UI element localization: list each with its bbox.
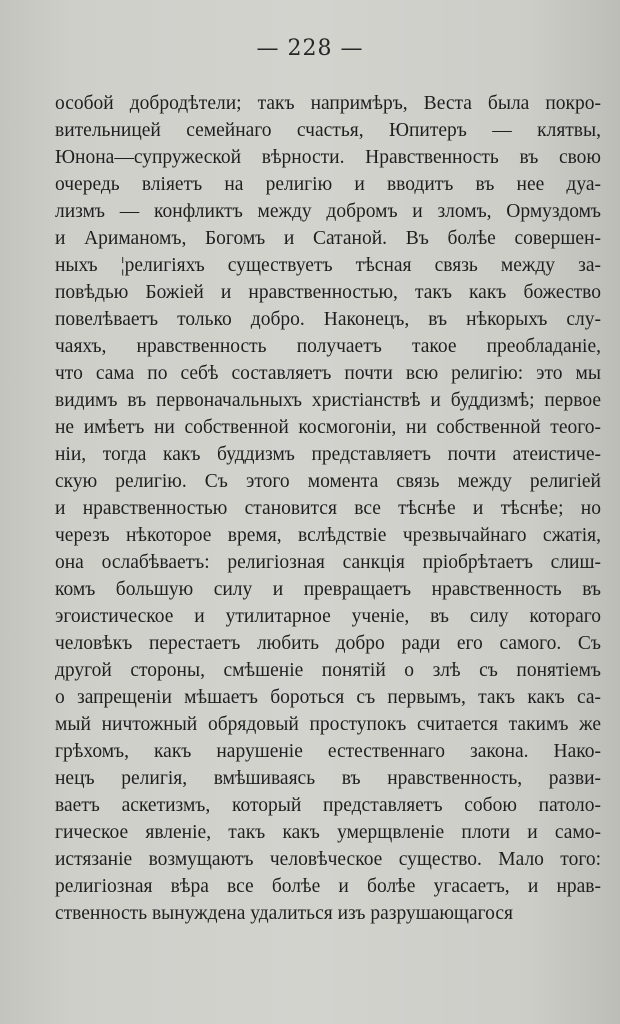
text-line: гическое явленіе, такъ какъ умерщвленіе плоти и само- (55, 822, 601, 843)
text-line: Юнона—супружеской вѣрности. Нравственность въ свою (55, 147, 601, 168)
text-line: мый ничтожный обрядовый проступокъ считается такимъ же (55, 714, 601, 735)
page-number: — 228 — (256, 36, 364, 61)
text-line: грѣхомъ, какъ нарушеніе естественнаго закона. Нако- (55, 741, 601, 762)
text-line: черезъ нѣкоторое время, вслѣдствіе чрезвычайнаго сжатія, (55, 525, 601, 546)
text-line: и Ариманомъ, Богомъ и Сатаной. Въ болѣе совершен- (55, 228, 601, 249)
text-line: что сама по себѣ составляетъ почти всю религію: это мы (55, 363, 601, 384)
text-line: ніи, тогда какъ буддизмъ представляетъ почти атеистиче- (55, 444, 601, 465)
text-line: лизмъ — конфликтъ между добромъ и зломъ, Ормуздомъ (55, 201, 601, 222)
text-line: особой добродѣтели; такъ напримѣръ, Веста была покро- (55, 93, 601, 114)
text-line: и нравственностью становится все тѣснѣе и тѣснѣе; но (55, 498, 601, 519)
body-text (55, 90, 601, 927)
text-line: повелѣваетъ только добро. Наконецъ, въ нѣкорыхъ слу- (55, 309, 601, 330)
text-line: она ослабѣваетъ: религіозная санкція пріобрѣтаетъ слиш- (55, 552, 601, 573)
text-line: эгоистическое и утилитарное ученіе, въ силу котораго (55, 606, 601, 627)
text-line: религіозная вѣра все болѣе и болѣе угасаетъ, и нрав- (55, 876, 601, 897)
text-line: ныхъ ¦религіяхъ существуетъ тѣсная связь между за- (55, 255, 601, 276)
text-line: очередь вліяетъ на религію и вводитъ въ нее дуа- (55, 174, 601, 195)
text-line: вительницей семейнаго счастья, Юпитеръ — клятвы, (55, 120, 601, 141)
text-line: повѣдью Божіей и нравственностью, такъ какъ божество (55, 282, 601, 303)
text-line: видимъ въ первоначальныхъ христіанствѣ и буддизмѣ; первое (55, 390, 601, 411)
text-line: другой стороны, смѣшеніе понятій о злѣ съ понятіемъ (55, 660, 601, 681)
text-line: ваетъ аскетизмъ, который представляетъ собою патоло- (55, 795, 601, 816)
text-line: нецъ религія, вмѣшиваясь въ нравственность, разви- (55, 768, 601, 789)
text-line: комъ большую силу и превращаетъ нравственность въ (55, 579, 601, 600)
text-line: о запрещеніи мѣшаетъ бороться съ первымъ, такъ какъ са- (55, 687, 601, 708)
text-line: скую религію. Съ этого момента связь между религіей (55, 471, 601, 492)
text-line: чаяхъ, нравственность получаетъ такое преобладаніе, (55, 336, 601, 357)
text-line: человѣкъ перестаетъ любить добро ради его самого. Съ (55, 633, 601, 654)
text-line: истязаніе возмущаютъ человѣческое существо. Мало того: (55, 849, 601, 870)
text-line: не имѣетъ ни собственной космогоніи, ни собственной теого- (55, 417, 601, 438)
text-line: ственность вынуждена удалиться изъ разрушающагося (55, 903, 513, 924)
